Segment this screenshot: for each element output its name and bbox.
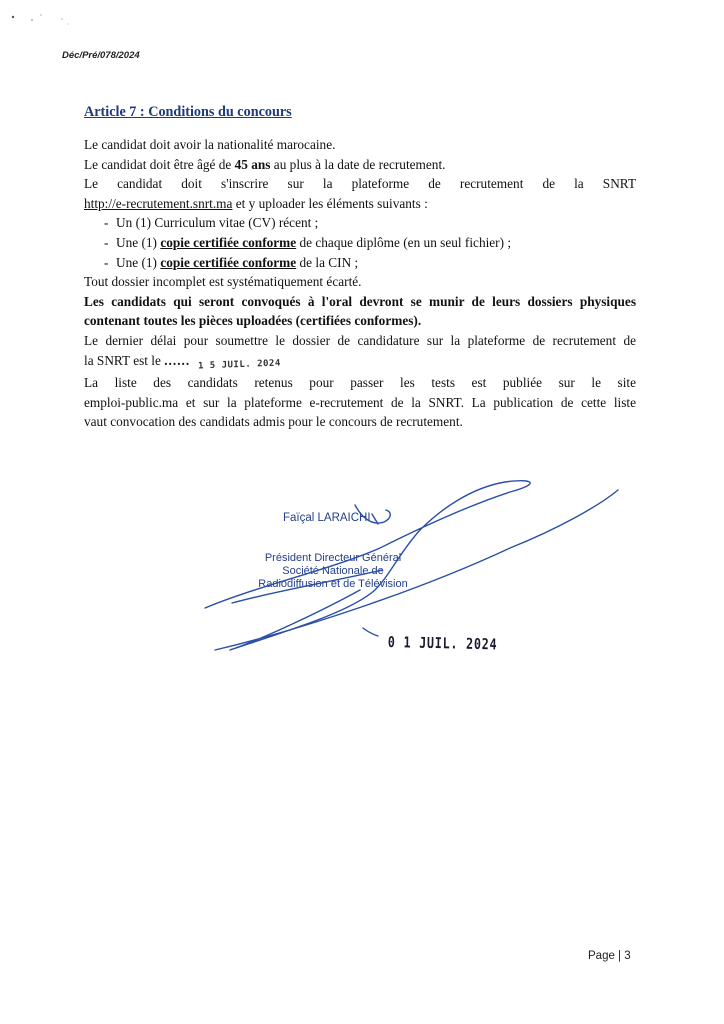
incomplete-file-notice: Tout dossier incomplet est systématiquement écarté.	[84, 274, 362, 290]
signatory-title	[243, 552, 423, 591]
bullet-emphasis: copie certifiée conforme	[160, 234, 297, 250]
bullet-text-after: de la CIN ;	[296, 254, 359, 270]
title-line-2: Société Nationale de	[282, 565, 384, 577]
recruitment-url-link[interactable]: http://e-recrutement.snrt.ma	[84, 195, 233, 211]
bullet-text: Une (1)	[116, 254, 161, 270]
deadline-text: la SNRT est le	[84, 352, 165, 368]
bullet-text: Une (1)	[116, 234, 161, 250]
title-line-1: Président Directeur Général	[264, 552, 402, 564]
results-line-1: La liste des candidats retenus pour passer les tests est publiée sur le site	[84, 375, 636, 391]
bullet-dash: -	[104, 254, 109, 270]
signature-date-stamp: 0 1 JUIL. 2024	[387, 633, 498, 654]
list-item	[84, 253, 636, 273]
registration-text: et y uploader les éléments suivants :	[232, 195, 428, 211]
bullet-dash: -	[104, 215, 109, 231]
article-heading: Article 7 : Conditions du concours	[84, 104, 292, 120]
oral-exam-notice-line-1: Les candidats qui seront convoqués à l'oral devront se munir de leurs dossiers physiques	[84, 293, 636, 309]
signatory-name: Faïçal LARAICHI	[283, 512, 371, 524]
title-line-3: Radiodiffusion et de Télévision	[258, 578, 408, 590]
bullet-text-after: de chaque diplôme (en un seul fichier) ;	[296, 234, 512, 250]
bullet-dash: -	[104, 234, 109, 250]
nationality-requirement: Le candidat doit avoir la nationalité marocaine.	[84, 137, 336, 152]
age-limit: 45 ans	[234, 156, 271, 172]
oral-exam-notice-line-2: contenant toutes les pièces uploadées (certifiées conformes).	[84, 313, 422, 329]
bullet-text: Un (1) Curriculum vitae (CV) récent ;	[116, 215, 319, 231]
bullet-emphasis: copie certifiée conforme	[160, 254, 297, 270]
results-line-3: vaut convocation des candidats admis pour le concours de recrutement.	[84, 414, 463, 430]
results-line-2: emploi-public.ma et sur la plateforme e-recrutement de la SNRT. La publication de cette liste	[84, 394, 636, 410]
list-item	[84, 213, 636, 233]
list-item	[84, 233, 636, 253]
scan-specks	[10, 10, 80, 30]
deadline-date-stamp: 1 5 JUIL. 2024	[197, 358, 282, 371]
deadline-line-2	[84, 351, 636, 374]
page-number: Page | 3	[588, 950, 631, 962]
required-documents-list	[84, 213, 636, 272]
article-body	[84, 135, 636, 432]
deadline-dots: ......	[164, 352, 191, 368]
age-text-after: au plus à la date de recrutement.	[270, 156, 446, 172]
deadline-line-1: Le dernier délai pour soumettre le dossier de candidature sur la plateforme de recrutement de	[84, 332, 636, 348]
registration-line-2	[84, 194, 636, 214]
age-requirement	[84, 155, 636, 175]
document-reference: Déc/Pré/078/2024	[62, 50, 140, 61]
registration-line: Le candidat doit s'inscrire sur la plateforme de recrutement de la SNRT	[84, 176, 636, 192]
age-text-before: Le candidat doit être âgé de	[84, 156, 235, 172]
